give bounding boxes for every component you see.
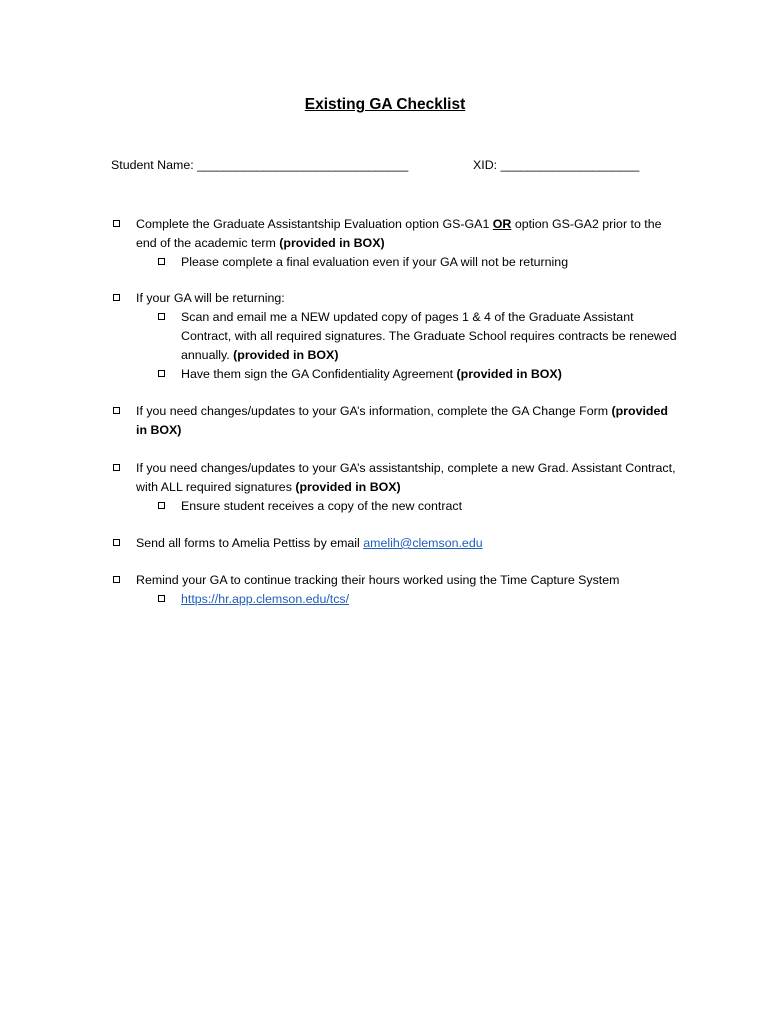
subitem-text: Have them sign the GA Confidentiality Agreement	[181, 367, 457, 381]
subitem-text: Please complete a final evaluation even if your GA will not be returning	[181, 255, 569, 269]
checkbox[interactable]	[158, 595, 165, 602]
checklist-subitem	[111, 308, 681, 365]
checklist-item-returning	[111, 289, 681, 308]
checklist-item-info-change	[111, 402, 681, 440]
checkbox[interactable]	[158, 258, 165, 265]
provided-in-box: (provided in BOX)	[279, 236, 385, 250]
checklist-item-assistantship-change	[111, 459, 681, 497]
page-title: Existing GA Checklist	[304, 96, 466, 113]
provided-in-box: (provided in BOX)	[456, 367, 562, 381]
tcs-link[interactable]: https://hr.app.clemson.edu/tcs/	[181, 592, 350, 606]
email-link[interactable]: amelih@clemson.edu	[363, 536, 483, 550]
item-text: Send all forms to Amelia Pettiss by email	[136, 536, 364, 550]
subitem-text: Ensure student receives a copy of the new contract	[181, 499, 463, 513]
item-text: Complete the Graduate Assistantship Evaluation option GS-GA1	[136, 217, 493, 231]
checkbox[interactable]	[113, 576, 120, 583]
checkbox[interactable]	[158, 313, 165, 320]
student-name-field	[111, 156, 408, 174]
item-text: If you need changes/updates to your GA’s information, complete the GA Change Form	[136, 404, 612, 418]
or-emphasis: OR	[492, 217, 512, 231]
provided-in-box: (provided in BOX)	[136, 404, 668, 437]
subitem-text: Scan and email me a NEW updated copy of pages 1 & 4 of the Graduate Assistant Contract, with all required signatures. The Graduate School requires contracts be renewed annually.	[181, 310, 677, 362]
item-text: If you need changes/updates to your GA’s assistantship, complete a new Grad. Assistant Contract, with ALL required signatures	[136, 461, 676, 494]
item-text: Remind your GA to continue tracking their hours worked using the Time Capture System	[136, 573, 620, 587]
xid-blank[interactable]: _____________________	[500, 158, 639, 172]
checkbox[interactable]	[113, 407, 120, 414]
checkbox[interactable]	[113, 464, 120, 471]
checkbox[interactable]	[158, 370, 165, 377]
student-name-blank[interactable]: ________________________________	[197, 158, 409, 172]
item-text-cont: option GS-GA2 prior to the end of the academic term	[136, 217, 662, 250]
checklist-subitem	[111, 590, 681, 609]
checklist	[111, 215, 681, 609]
checklist-subitem	[111, 253, 681, 272]
checklist-subitem	[111, 365, 681, 384]
checklist-item-evaluation	[111, 215, 681, 253]
provided-in-box: (provided in BOX)	[295, 480, 401, 494]
checkbox[interactable]	[158, 502, 165, 509]
provided-in-box: (provided in BOX)	[233, 348, 339, 362]
checklist-item-time-capture	[111, 571, 681, 590]
item-text: If your GA will be returning:	[136, 291, 285, 305]
checkbox[interactable]	[113, 539, 120, 546]
xid-field	[473, 156, 639, 174]
checklist-item-send-forms	[111, 534, 681, 553]
checklist-subitem	[111, 497, 681, 516]
xid-label: XID:	[473, 158, 498, 172]
checkbox[interactable]	[113, 220, 120, 227]
student-name-label: Student Name:	[111, 158, 194, 172]
checkbox[interactable]	[113, 294, 120, 301]
